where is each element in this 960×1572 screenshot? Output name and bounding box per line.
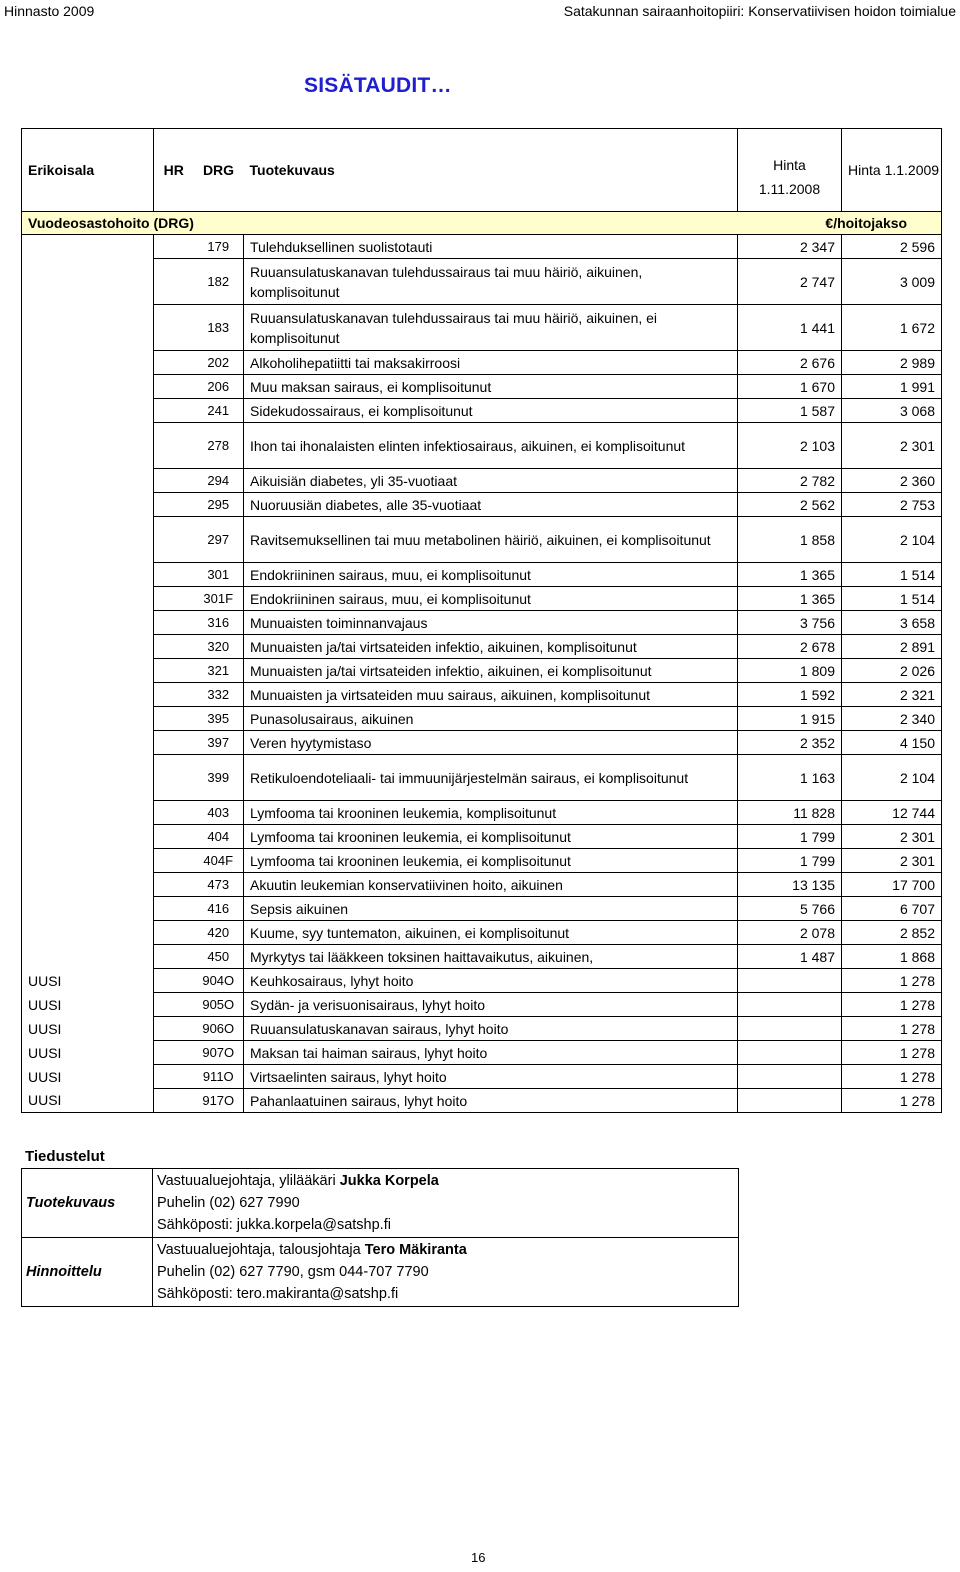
table-row (22, 683, 942, 707)
price-2009: 6 707 (842, 897, 942, 921)
price-2009: 1 514 (842, 563, 942, 587)
drg-code: 905O (194, 993, 244, 1017)
price-2008: 1 799 (738, 825, 842, 849)
price-2009: 12 744 (842, 801, 942, 825)
drg-code: 316 (194, 611, 244, 635)
contact-info (153, 1169, 739, 1238)
price-2008: 2 078 (738, 921, 842, 945)
price-2009: 1 278 (842, 1065, 942, 1089)
drg-code: 416 (194, 897, 244, 921)
product-description: Sepsis aikuinen (244, 897, 738, 921)
price-2009: 2 301 (842, 849, 942, 873)
header-left: Hinnasto 2009 (4, 3, 95, 19)
drg-code: 911O (194, 1065, 244, 1089)
price-2009: 2 104 (842, 755, 942, 801)
product-description: Sidekudossairaus, ei komplisoitunut (244, 399, 738, 423)
table-row (22, 351, 942, 375)
product-description: Lymfooma tai krooninen leukemia, ei komplisoitunut (244, 849, 738, 873)
price-2009: 2 596 (842, 235, 942, 259)
col-tuotekuvaus: Tuotekuvaus (244, 129, 738, 212)
contact-email[interactable]: Sähköposti: jukka.korpela@satshp.fi (157, 1217, 391, 1233)
table-row (22, 873, 942, 897)
price-2008: 2 562 (738, 493, 842, 517)
product-description: Ruuansulatuskanavan tulehdussairaus tai muu häiriö, aikuinen, ei komplisoitunut (244, 305, 738, 351)
price-2008: 1 163 (738, 755, 842, 801)
price-2008: 2 347 (738, 235, 842, 259)
drg-code: 395 (194, 707, 244, 731)
col-drg: DRG (194, 129, 244, 212)
price-2009: 2 989 (842, 351, 942, 375)
contact-row (22, 1238, 739, 1307)
price-2008: 1 809 (738, 659, 842, 683)
drg-code: 294 (194, 469, 244, 493)
col-erikoisala: Erikoisala (22, 129, 154, 212)
drg-code: 397 (194, 731, 244, 755)
drg-code: 450 (194, 945, 244, 969)
col-hr: HR (154, 129, 194, 212)
table-header-row (22, 129, 942, 212)
price-2009: 2 301 (842, 825, 942, 849)
price-2009: 2 753 (842, 493, 942, 517)
drg-code: 183 (194, 305, 244, 351)
product-description: Maksan tai haiman sairaus, lyhyt hoito (244, 1041, 738, 1065)
price-2009: 2 852 (842, 921, 942, 945)
col-price-2008: Hinta 1.11.2008 (738, 129, 842, 212)
table-row (22, 469, 942, 493)
price-2008: 3 756 (738, 611, 842, 635)
product-description: Lymfooma tai krooninen leukemia, komplisoitunut (244, 801, 738, 825)
product-description: Lymfooma tai krooninen leukemia, ei komplisoitunut (244, 825, 738, 849)
drg-code: 202 (194, 351, 244, 375)
table-row (22, 587, 942, 611)
price-2009: 1 278 (842, 969, 942, 993)
product-description: Munuaisten ja/tai virtsateiden infektio, aikuinen, komplisoitunut (244, 635, 738, 659)
drg-code: 320 (194, 635, 244, 659)
price-2009: 3 068 (842, 399, 942, 423)
table-row (22, 305, 942, 351)
product-description: Tulehduksellinen suolistotauti (244, 235, 738, 259)
drg-code: 297 (194, 517, 244, 563)
product-description: Veren hyytymistaso (244, 731, 738, 755)
price-2009: 17 700 (842, 873, 942, 897)
table-row-new (22, 993, 942, 1017)
table-row-new (22, 1017, 942, 1041)
price-table (21, 128, 942, 1113)
price-2009: 1 278 (842, 1041, 942, 1065)
price-2008: 2 782 (738, 469, 842, 493)
price-2009: 1 278 (842, 1089, 942, 1113)
table-row (22, 517, 942, 563)
contact-email[interactable]: Sähköposti: tero.makiranta@satshp.fi (157, 1286, 399, 1302)
price-2009: 3 658 (842, 611, 942, 635)
table-row (22, 423, 942, 469)
table-row (22, 375, 942, 399)
section-label: Vuodeosastohoito (DRG) (22, 212, 244, 235)
product-description: Munuaisten ja virtsateiden muu sairaus, aikuinen, komplisoitunut (244, 683, 738, 707)
price-2009: 2 340 (842, 707, 942, 731)
contact-label: Tuotekuvaus (22, 1169, 153, 1238)
price-2008: 2 676 (738, 351, 842, 375)
table-row (22, 611, 942, 635)
product-description: Keuhkosairaus, lyhyt hoito (244, 969, 738, 993)
drg-code: 241 (194, 399, 244, 423)
price-2008: 11 828 (738, 801, 842, 825)
table-row-new (22, 1041, 942, 1065)
price-2009: 1 991 (842, 375, 942, 399)
price-2009: 1 514 (842, 587, 942, 611)
price-2008: 1 670 (738, 375, 842, 399)
price-2008: 1 487 (738, 945, 842, 969)
price-2009: 2 104 (842, 517, 942, 563)
product-description: Endokriininen sairaus, muu, ei komplisoitunut (244, 563, 738, 587)
drg-code: 301 (194, 563, 244, 587)
contact-role: Vastuualuejohtaja, talousjohtaja (157, 1242, 365, 1258)
contact-phone: Puhelin (02) 627 7990 (157, 1195, 300, 1211)
table-row (22, 849, 942, 873)
price-2009: 1 672 (842, 305, 942, 351)
table-row (22, 493, 942, 517)
table-row-new (22, 1089, 942, 1113)
drg-code: 182 (194, 259, 244, 305)
table-row (22, 731, 942, 755)
price-2008: 13 135 (738, 873, 842, 897)
table-row (22, 801, 942, 825)
product-description: Ihon tai ihonalaisten elinten infektiosairaus, aikuinen, ei komplisoitunut (244, 423, 738, 469)
contact-name: Jukka Korpela (339, 1173, 439, 1189)
product-description: Munuaisten toiminnanvajaus (244, 611, 738, 635)
price-2008: 5 766 (738, 897, 842, 921)
page-title: SISÄTAUDIT… (304, 74, 452, 97)
product-description: Virtsaelinten sairaus, lyhyt hoito (244, 1065, 738, 1089)
drg-code: 917O (194, 1089, 244, 1113)
table-row (22, 897, 942, 921)
product-description: Ravitsemuksellinen tai muu metabolinen häiriö, aikuinen, ei komplisoitunut (244, 517, 738, 563)
price-2008: 2 352 (738, 731, 842, 755)
product-description: Kuume, syy tuntematon, aikuinen, ei komplisoitunut (244, 921, 738, 945)
drg-code: 295 (194, 493, 244, 517)
price-2009: 1 868 (842, 945, 942, 969)
price-2008: 2 678 (738, 635, 842, 659)
header-right: Satakunnan sairaanhoitopiiri: Konservatiivisen hoidon toimialue (563, 3, 956, 19)
contact-label: Hinnoittelu (22, 1238, 153, 1307)
drg-code: 904O (194, 969, 244, 993)
price-2008: 1 441 (738, 305, 842, 351)
contact-row (22, 1169, 739, 1238)
col-price-2009: Hinta 1.1.2009 (842, 129, 942, 212)
drg-code: 399 (194, 755, 244, 801)
price-2009: 2 321 (842, 683, 942, 707)
drg-code: 321 (194, 659, 244, 683)
contact-name: Tero Mäkiranta (364, 1242, 467, 1258)
product-description: Alkoholihepatiitti tai maksakirroosi (244, 351, 738, 375)
drg-code: 403 (194, 801, 244, 825)
price-2009: 1 278 (842, 993, 942, 1017)
product-description: Ruuansulatuskanavan tulehdussairaus tai muu häiriö, aikuinen, komplisoitunut (244, 259, 738, 305)
price-2008: 1 858 (738, 517, 842, 563)
contact-info (153, 1238, 739, 1307)
table-row (22, 707, 942, 731)
new-tag: UUSI (22, 1017, 154, 1041)
product-description: Munuaisten ja/tai virtsateiden infektio, aikuinen, ei komplisoitunut (244, 659, 738, 683)
drg-code: 404 (194, 825, 244, 849)
drg-code: 404F (194, 849, 244, 873)
table-row (22, 635, 942, 659)
drg-code: 907O (194, 1041, 244, 1065)
product-description: Myrkytys tai lääkkeen toksinen haittavaikutus, aikuinen, (244, 945, 738, 969)
product-description: Endokriininen sairaus, muu, ei komplisoitunut (244, 587, 738, 611)
table-row-new (22, 1065, 942, 1089)
drg-code: 473 (194, 873, 244, 897)
price-2009: 4 150 (842, 731, 942, 755)
drg-code: 206 (194, 375, 244, 399)
price-2009: 2 360 (842, 469, 942, 493)
price-2008: 1 915 (738, 707, 842, 731)
price-2009: 2 026 (842, 659, 942, 683)
product-description: Akuutin leukemian konservatiivinen hoito, aikuinen (244, 873, 738, 897)
table-row (22, 945, 942, 969)
contacts-title: Tiedustelut (25, 1148, 105, 1165)
new-tag: UUSI (22, 993, 154, 1017)
drg-code: 420 (194, 921, 244, 945)
price-2009: 2 301 (842, 423, 942, 469)
price-2009: 1 278 (842, 1017, 942, 1041)
table-row-new (22, 969, 942, 993)
product-description: Retikuloendoteliaali- tai immuunijärjestelmän sairaus, ei komplisoitunut (244, 755, 738, 801)
new-tag: UUSI (22, 1065, 154, 1089)
product-description: Nuoruusiän diabetes, alle 35-vuotiaat (244, 493, 738, 517)
price-2008: 1 365 (738, 587, 842, 611)
new-tag: UUSI (22, 969, 154, 993)
price-2008: 1 799 (738, 849, 842, 873)
drg-code: 278 (194, 423, 244, 469)
product-description: Pahanlaatuinen sairaus, lyhyt hoito (244, 1089, 738, 1113)
table-row (22, 235, 942, 259)
contact-role: Vastuualuejohtaja, ylilääkäri (157, 1173, 340, 1189)
section-unit: €/hoitojakso (738, 212, 942, 235)
new-tag: UUSI (22, 1041, 154, 1065)
price-2009: 3 009 (842, 259, 942, 305)
drg-code: 301F (194, 587, 244, 611)
product-description: Ruuansulatuskanavan sairaus, lyhyt hoito (244, 1017, 738, 1041)
price-2009: 2 891 (842, 635, 942, 659)
contacts-table (21, 1168, 739, 1307)
new-tag: UUSI (22, 1089, 154, 1113)
section-row (22, 212, 942, 235)
table-row (22, 659, 942, 683)
table-row (22, 825, 942, 849)
drg-code: 179 (194, 235, 244, 259)
table-row (22, 755, 942, 801)
page-number: 16 (471, 1550, 486, 1565)
price-2008: 2 747 (738, 259, 842, 305)
table-row (22, 921, 942, 945)
product-description: Muu maksan sairaus, ei komplisoitunut (244, 375, 738, 399)
product-description: Aikuisiän diabetes, yli 35-vuotiaat (244, 469, 738, 493)
drg-code: 906O (194, 1017, 244, 1041)
table-row (22, 563, 942, 587)
price-2008: 1 365 (738, 563, 842, 587)
table-row (22, 259, 942, 305)
price-2008: 1 587 (738, 399, 842, 423)
contact-phone: Puhelin (02) 627 7790, gsm 044-707 7790 (157, 1264, 429, 1280)
price-2008: 2 103 (738, 423, 842, 469)
product-description: Punasolusairaus, aikuinen (244, 707, 738, 731)
product-description: Sydän- ja verisuonisairaus, lyhyt hoito (244, 993, 738, 1017)
price-2008: 1 592 (738, 683, 842, 707)
table-row (22, 399, 942, 423)
drg-code: 332 (194, 683, 244, 707)
